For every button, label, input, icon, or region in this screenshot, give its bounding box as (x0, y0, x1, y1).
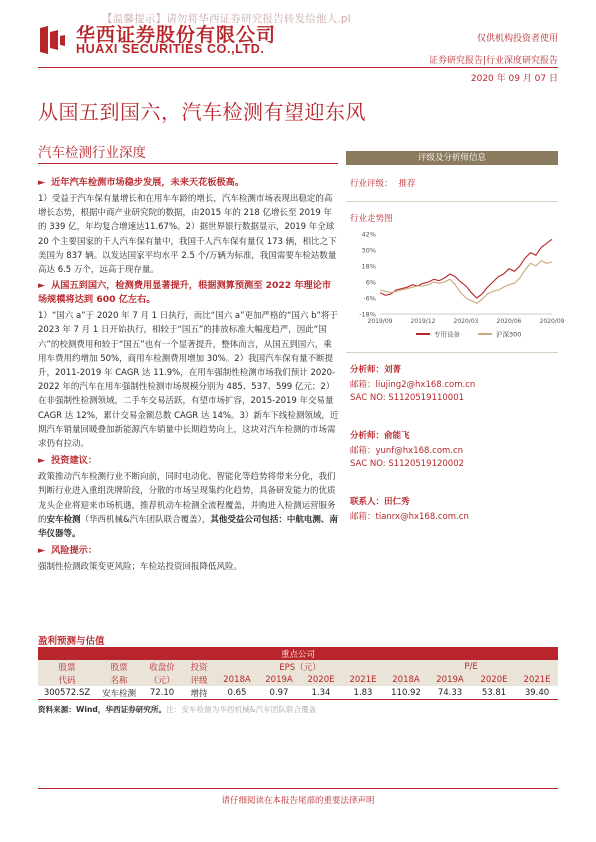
table-header: 评级 (182, 673, 216, 686)
analyst-name: 刘菁 (384, 365, 402, 375)
table-header: （元） (142, 673, 182, 686)
industry-rating: 行业评级： 推荐 (350, 179, 416, 189)
table-row (38, 686, 558, 700)
table-header: P/E (384, 660, 558, 673)
contact-email: 邮箱：tianrx@hx168.com.cn (350, 512, 469, 522)
header-rule (38, 67, 558, 68)
section-heading: ► 近年汽车检测市场稳步发展，未来天花板极高。 (38, 177, 245, 188)
audience-note: 仅供机构投资者使用 (476, 34, 558, 44)
sidebar-header: 评级及分析师信息 (346, 151, 558, 165)
x-tick-label: 2019/12 (410, 318, 436, 325)
table-header: 2020E (472, 673, 516, 686)
table-header: 2021E (516, 673, 558, 686)
x-tick-label: 2020/03 (453, 318, 479, 325)
table-cell: 72.10 (149, 687, 175, 698)
forecast-table-title: 盈利预测与估值 (38, 636, 105, 647)
bullet-arrow-icon: ► (38, 545, 46, 557)
table-header: 2019A (258, 673, 300, 686)
table-source: 资料来源：Wind，华西证券研究所。注：安车检测为华西机械&汽车团队联合覆盖 (38, 705, 317, 714)
x-tick-label: 2019/09 (367, 318, 393, 325)
table-cell: 110.92 (391, 687, 421, 698)
table-cell: 0.65 (227, 687, 247, 698)
analyst-email: 邮箱：yunf@hx168.com.cn (350, 446, 464, 456)
analyst-sac: SAC NO: S1120519110001 (350, 393, 465, 403)
table-cell: 增持 (190, 688, 208, 699)
section-heading: ► 风险提示： (38, 545, 98, 557)
company-name-cn: 华西证券股份有限公司 (76, 24, 277, 46)
company-name-en: HUAXI SECURITIES CO.,LTD. (76, 42, 265, 56)
analyst-name: 俞能飞 (384, 431, 410, 441)
industry-trend-chart (346, 228, 565, 346)
table-cell: 0.97 (269, 687, 289, 698)
table-cell: 53.81 (481, 687, 507, 698)
table-header: 股票 (38, 660, 96, 673)
table-header: 2019A (428, 673, 472, 686)
analyst-email: 邮箱：liujing2@hx168.com.cn (350, 380, 476, 390)
huaxi-logo-icon (38, 24, 66, 56)
table-header: 2020E (300, 673, 342, 686)
trend-chart-label: 行业走势图 (350, 214, 393, 224)
report-date: 2020 年 09 月 07 日 (470, 74, 558, 84)
sidebar-divider (346, 201, 558, 202)
section-paragraph: 1）“国六 a”于 2020 年 7 月 1 日执行，而比“国六 a”更加严格的“国六 b”将于 2023 年 7 月 1 日开始执行，相较于“国五”的排放标准大幅度趋严，因此“国六”的校测费用和较于“国五”也有一个显著提升，整体而言，从国五到国六，乘用车费用约增加 50%，商用车检测费用增加 30%。2）我国汽车保有量不断提升，2011-2019 年 CAGR 达 11.9%，在用车强制性检测市场我们预计 2020-2022 年的汽车在用车强制性检测市场规模分别为 485、537、599 亿元；2）在非强制性检测领域，二手车交易活跃，有望市场扩容，2015-2019 年交易量 CAGR 达 12%，累计交易金额总数 CAGR 达 14%。3）新车下线检测领域，近期汽车销量回暖叠加新能源汽车销量中长期趋势向上，这块对汽车检测的市场需求仍有拉动。 (38, 311, 339, 450)
watermark-text: 【温馨提示】请勿将华西证券研究报告转发给他人.pl (102, 13, 351, 25)
table-cell: 安车检测 (101, 688, 136, 699)
bullet-arrow-icon: ► (38, 280, 46, 292)
report-title: 从国五到国六，汽车检测有望迎东风 (38, 100, 366, 124)
legend-label: 沪深300 (496, 330, 522, 339)
y-tick-label: 42% (361, 230, 376, 239)
x-tick-label: 2020/09 (539, 318, 565, 325)
subtitle-rule (38, 163, 338, 164)
table-header: 2021E (342, 673, 384, 686)
table-cell: 74.33 (437, 687, 463, 698)
table-cell: 1.34 (311, 687, 331, 698)
footer-rule (38, 788, 558, 789)
section-paragraph: 政策推动汽车检测行业不断向前，同时电动化、智能化等趋势将带来分化，我们判断行业进入重组洗牌阶段，分散的市场呈现集约化趋势，具备研发能力的优质龙头企业将迎来市场机遇，推荐机动车检测全流程覆盖，并购进入检测运营服务的安车检测（华西机械&汽车团队联合覆盖），其他受益公司包括：中航电测、南华仪器等。 (38, 472, 338, 540)
analyst-block: 分析师：俞能飞 邮箱：yunf@hx168.com.cn SAC NO: S1120519120002 (350, 429, 558, 469)
y-tick-label: 18% (361, 262, 376, 271)
analyst-sidebar (346, 151, 565, 611)
table-header: 2018A (384, 673, 428, 686)
contact-block: 联系人：田仁秀 邮箱：tianrx@hx168.com.cn (350, 495, 558, 522)
bullet-arrow-icon: ► (38, 177, 46, 188)
legend-label: 专用设备 (434, 330, 460, 339)
table-note: 注：安车检测为华西机械&汽车团队联合覆盖 (166, 705, 317, 714)
beneficiary-companies: 其他受益公司包括：中航电测、南华仪器等。 (38, 514, 338, 540)
section-paragraph: 1）受益于汽车保有量增长和在用车车龄的增长，汽车检测市场表现出稳定的高增长态势，根据中商产业研究院的数据，由2015 年的 218 亿增长至 2019 年的 339 亿，年均复合增速达11.67%。2）据世界银行数据显示，2019 年全球 20 个主要国家的千人汽车保有量中，我国千人汽车保有量仅 173 辆，相比之下美国为 837 辆。以发达国家平均水平 2.5 个/万辆为标准，我国需要车检站数量高达 6.5 万个，远高于现存量。 (38, 194, 337, 276)
table-header: 2018A (216, 673, 258, 686)
x-tick-label: 2020/06 (496, 318, 522, 325)
analyst-block: 分析师：刘菁 邮箱：liujing2@hx168.com.cn SAC NO: S1120519110001 (350, 363, 558, 403)
table-cell: 300572.SZ (43, 687, 91, 698)
report-subtitle: 汽车检测行业深度 (38, 145, 146, 161)
forecast-table (38, 647, 558, 700)
section-paragraph: 强制性检测政策变更风险；车检站投资回报降低风险。 (38, 562, 243, 573)
table-header: 名称 (96, 673, 142, 686)
recommended-company: 安车检测 (46, 514, 81, 525)
table-header: 股票 (96, 660, 142, 673)
section-heading: ► 从国五到国六，检测费用显著提升，根据测算预测至 2022 年理论市场规模将达到 600 亿左右。 (38, 280, 332, 306)
y-tick-label: -6% (363, 294, 376, 303)
bullet-arrow-icon: ► (38, 455, 46, 467)
table-cell: 39.40 (524, 687, 550, 698)
table-header: EPS（元） (216, 660, 384, 673)
y-tick-label: -18% (359, 310, 376, 319)
table-cell: 1.83 (353, 687, 373, 698)
y-tick-label: 6% (365, 278, 376, 287)
table-header: 投资 (182, 660, 216, 673)
sidebar-divider (346, 352, 558, 353)
table-header: 代码 (38, 673, 96, 686)
y-tick-label: 30% (361, 246, 376, 255)
summary-body (38, 176, 340, 574)
report-category: 证券研究报告|行业深度研究报告 (428, 56, 558, 66)
series-line-csi300 (380, 261, 552, 304)
analyst-sac: SAC NO: S1120519120002 (350, 459, 465, 469)
table-header: 收盘价 (142, 660, 182, 673)
footer-disclaimer-link[interactable]: 请仔细阅读在本报告尾部的重要法律声明 (221, 796, 375, 806)
contact-name: 田仁秀 (384, 497, 410, 507)
section-heading: ► 投资建议： (38, 455, 98, 467)
table-band-label: 重点公司 (38, 647, 558, 660)
